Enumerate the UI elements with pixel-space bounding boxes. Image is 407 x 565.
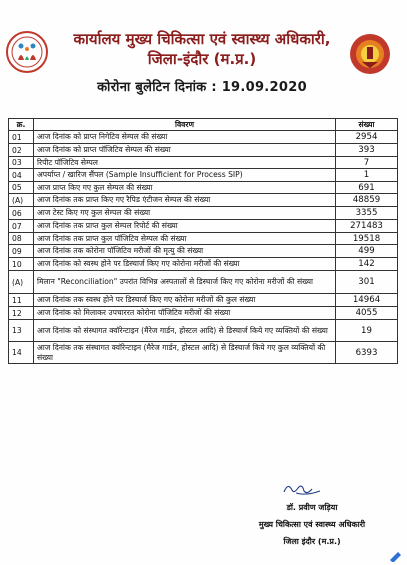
row-value: 271483: [336, 220, 398, 233]
bulletin-title: कोरोना बुलेटिन दिनांक : 19.09.2020: [97, 80, 307, 95]
row-value: 48859: [336, 194, 398, 207]
row-serial: 03: [9, 157, 34, 169]
header-description: विवरण: [34, 119, 336, 131]
row-description: आज दिनांक तक स्वस्थ होने पर डिस्चार्ज किए गए कोरोना मरीजों की कुल संख्या: [34, 294, 336, 307]
row-value: 6393: [336, 342, 398, 364]
row-serial: 05: [9, 182, 34, 194]
signatory-designation: मुख्य चिकित्सा एवं स्वास्थ्य अधिकारी: [258, 520, 366, 529]
row-value: 1: [336, 169, 398, 182]
table-row: [9, 294, 398, 307]
row-value: 142: [336, 258, 398, 271]
table-row: [9, 157, 398, 169]
row-serial: 02: [9, 144, 34, 157]
row-description: अपर्याप्त / खारिज सैंपल (Sample Insufficient for Process SIP): [34, 169, 336, 182]
row-serial: (A): [9, 194, 34, 207]
row-description: आज प्राप्त किए गए कुल सेम्पल की संख्या: [34, 182, 336, 194]
table-header-row: [9, 119, 398, 131]
row-description: मिलान "Reconciliation" उपरांत विभिन्न अस्पतालों से डिस्चार्ज किए गए कोरोना मरीजों की संख्या: [34, 271, 336, 294]
row-value: 14964: [336, 294, 398, 307]
row-description: आज दिनांक तक प्राप्त कुल सेम्पल रिपोर्ट की संख्या: [34, 220, 336, 233]
row-description: आज दिनांक को मिलाकर उपचाररत कोरोना पॉजिटिव मरीजों की संख्या: [34, 307, 336, 320]
row-value: 393: [336, 144, 398, 157]
table-row: [9, 258, 398, 271]
row-serial: (A): [9, 271, 34, 294]
row-value: 691: [336, 182, 398, 194]
signatory-name: डॉ. प्रवीण जड़िया: [286, 503, 338, 512]
table-row: [9, 169, 398, 182]
table-row: [9, 182, 398, 194]
table-row: [9, 220, 398, 233]
table-row: [9, 194, 398, 207]
row-description: आज दिनांक तक प्राप्त किए गए रैपिड एंटीजन सेम्पल की संख्या: [34, 194, 336, 207]
bulletin-table: [8, 118, 398, 364]
row-value: 3355: [336, 207, 398, 220]
row-value: 4055: [336, 307, 398, 320]
row-description: आज टेस्ट किए गए कुल सेम्पल की संख्या: [34, 207, 336, 220]
signatory-place: जिला इंदौर (म.प्र.): [283, 537, 341, 546]
table-row: [9, 131, 398, 144]
row-serial: 06: [9, 207, 34, 220]
row-serial: 04: [9, 169, 34, 182]
table-row: [9, 233, 398, 245]
office-title-line1: कार्यालय मुख्य चिकित्सा एवं स्वास्थ्य अधिकारी,: [73, 30, 331, 48]
row-value: 19518: [336, 233, 398, 245]
header-count: संख्या: [336, 119, 398, 131]
row-serial: 09: [9, 245, 34, 258]
row-description: आज दिनांक को संस्थागत क्वॉरेन्टाइन (मैरेज गार्डन, होस्टल आदि) से डिस्चार्ज किये गए व्यक्तियों की संख्या: [34, 320, 336, 342]
row-value: 19: [336, 320, 398, 342]
row-serial: 07: [9, 220, 34, 233]
national-health-mission-logo: [5, 30, 49, 74]
row-description: आज दिनांक को प्राप्त पॉजिटिव सेम्पल की संख्या: [34, 144, 336, 157]
table-row: [9, 271, 398, 294]
table-row: [9, 144, 398, 157]
header-sn: क्र.: [9, 119, 34, 131]
row-value: 499: [336, 245, 398, 258]
office-title-line2: जिला-इंदौर (म.प्र.): [147, 50, 257, 68]
row-serial: 12: [9, 307, 34, 320]
row-description: आज दिनांक तक संस्थागत क्वॉरेन्टाइन (मैरेज गार्डन, होस्टल आदि) से डिस्चार्ज किये गए कुल व्यक्तियों की संख्या: [34, 342, 336, 364]
row-serial: 01: [9, 131, 34, 144]
mp-government-emblem: [348, 32, 392, 76]
edit-pen-icon[interactable]: [388, 548, 404, 562]
row-description: आज दिनांक तक कोरोना पॉजिटिव मरीजों की मृत्यु की संख्या: [34, 245, 336, 258]
row-serial: 08: [9, 233, 34, 245]
row-description: आज दिनांक तक प्राप्त कुल पॉजिटिव सेम्पल की संख्या: [34, 233, 336, 245]
row-serial: 10: [9, 258, 34, 271]
row-description: रिपीट पॉजिटिव सेम्पल: [34, 157, 336, 169]
row-serial: 13: [9, 320, 34, 342]
row-value: 2954: [336, 131, 398, 144]
row-serial: 11: [9, 294, 34, 307]
table-row: [9, 245, 398, 258]
row-description: आज दिनांक को प्राप्त निगेटिव सेम्पल की संख्या: [34, 131, 336, 144]
row-serial: 14: [9, 342, 34, 364]
row-value: 301: [336, 271, 398, 294]
row-value: 7: [336, 157, 398, 169]
table-row: [9, 342, 398, 364]
row-description: आज दिनांक को स्वस्थ होने पर डिस्चार्ज किए गए कोरोना मरीजों की संख्या: [34, 258, 336, 271]
handwritten-signature: [276, 480, 336, 498]
table-row: [9, 320, 398, 342]
table-row: [9, 307, 398, 320]
table-row: [9, 207, 398, 220]
